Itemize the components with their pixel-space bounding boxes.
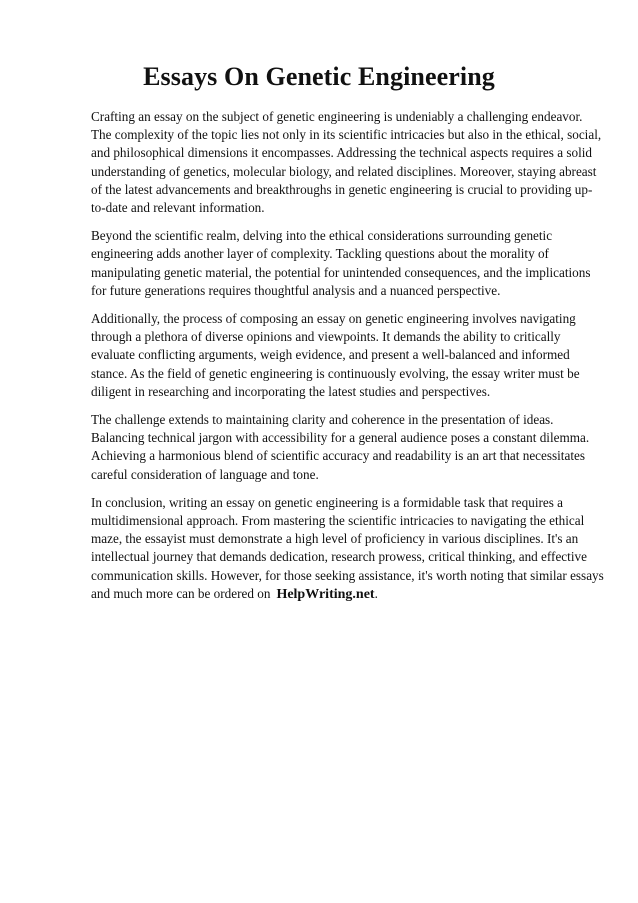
- closing-period: .: [374, 585, 378, 601]
- paragraph-4: The challenge extends to maintaining clarity and coherence in the presentation of ideas. Balancing technical jargon with accessibility for a general audience poses a constant dilemma. Achieving a harmonious blend of scientific accuracy and readability is an art that necessitates careful consideration of language and tone.: [91, 412, 590, 482]
- closing-paragraph-text: In conclusion, writing an essay on genetic engineering is a formidable task that requires a multidimensional approach. From mastering the scientific intricacies to navigating the ethical maze, the essayist must demonstrate a high level of proficiency in various disciplines. It's an intellectual journey that demands dedication, research prowess, critical thinking, and effective communication skills. However, for those seeking assistance, it's worth noting that similar essays and much more can be ordered on: [91, 494, 604, 601]
- paragraph-3: Additionally, the process of composing an essay on genetic engineering involves navigating through a plethora of diverse opinions and viewpoints. It demands the ability to critically evaluate conflicting arguments, weigh evidence, and present a well-balanced and informed stance. As the field of genetic engineering is continuously evolving, the essay writer must be diligent in researching and incorporating the latest studies and perspectives.: [91, 311, 580, 399]
- page-title: Essays On Genetic Engineering: [143, 62, 495, 91]
- paragraph-2: Beyond the scientific realm, delving into the ethical considerations surrounding genetic engineering adds another layer of complexity. Tackling questions about the morality of manipulating genetic material, the potential for unintended consequences, and the implications for future generations requires thoughtful analysis and a nuanced perspective.: [91, 228, 591, 298]
- paragraph-1: Crafting an essay on the subject of genetic engineering is undeniably a challenging endeavor. The complexity of the topic lies not only in its scientific intricacies but also in the ethical, social, and philosophical dimensions it encompasses. Addressing the technical aspects requires a solid understanding of genetics, molecular biology, and related disciplines. Moreover, staying abreast of the latest advancements and breakthroughs in genetic engineering is crucial to providing up-to-date and relevant information.: [91, 109, 602, 216]
- helpwriting-link[interactable]: HelpWriting.net: [276, 586, 375, 602]
- essay-body: [91, 108, 605, 614]
- paragraph-5: [91, 494, 605, 604]
